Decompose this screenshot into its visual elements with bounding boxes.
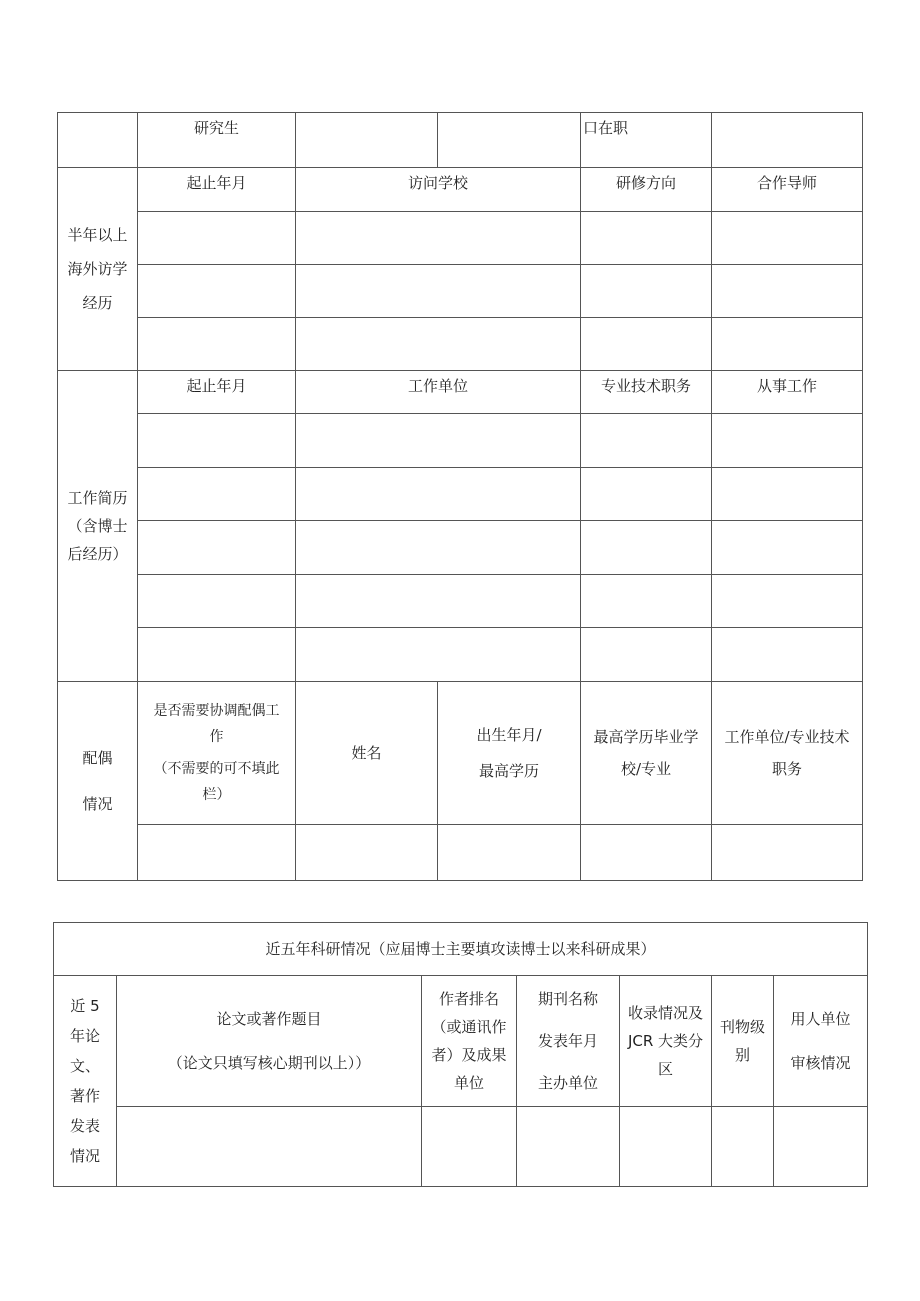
input-cell[interactable] <box>138 575 296 628</box>
blank-cell[interactable] <box>58 113 138 168</box>
header-journal-level: 刊物级 别 <box>712 976 774 1107</box>
input-cell[interactable] <box>712 521 863 575</box>
input-cell[interactable] <box>138 468 296 521</box>
input-cell[interactable] <box>296 628 581 682</box>
input-cell[interactable] <box>581 628 712 682</box>
spouse-label: 配偶 情况 <box>58 682 138 881</box>
input-cell[interactable] <box>138 628 296 682</box>
input-cell[interactable] <box>138 318 296 371</box>
research-title: 近五年科研情况（应届博士主要填攻读博士以来科研成果） <box>54 923 868 976</box>
employed-checkbox-label[interactable]: 口在职 <box>581 113 712 168</box>
header-employer-title: 工作单位/专业技术 职务 <box>712 682 863 825</box>
input-cell[interactable] <box>296 414 581 468</box>
input-cell[interactable] <box>712 575 863 628</box>
header-school-major: 最高学历毕业学 校/专业 <box>581 682 712 825</box>
input-cell[interactable] <box>296 212 581 265</box>
input-cell[interactable] <box>712 628 863 682</box>
blank-cell[interactable] <box>712 113 863 168</box>
header-employer-review: 用人单位 审核情况 <box>774 976 868 1107</box>
input-cell[interactable] <box>581 318 712 371</box>
input-cell[interactable] <box>517 1107 620 1187</box>
input-cell[interactable] <box>422 1107 517 1187</box>
input-cell[interactable] <box>138 414 296 468</box>
input-cell[interactable] <box>581 825 712 881</box>
header-visit-school: 访问学校 <box>296 168 581 212</box>
input-cell[interactable] <box>296 265 581 318</box>
input-cell[interactable] <box>296 575 581 628</box>
input-cell[interactable] <box>712 468 863 521</box>
input-cell[interactable] <box>581 521 712 575</box>
header-period: 起止年月 <box>138 371 296 414</box>
input-cell[interactable] <box>712 265 863 318</box>
header-period: 起止年月 <box>138 168 296 212</box>
blank-cell[interactable] <box>438 113 581 168</box>
input-cell[interactable] <box>581 414 712 468</box>
input-cell[interactable] <box>712 825 863 881</box>
input-cell[interactable] <box>296 318 581 371</box>
input-cell[interactable] <box>712 1107 774 1187</box>
input-cell[interactable] <box>296 825 438 881</box>
header-paper-title: 论文或著作题目 （论文只填写核心期刊以上）） <box>117 976 422 1107</box>
input-cell[interactable] <box>138 212 296 265</box>
header-title: 专业技术职务 <box>581 371 712 414</box>
input-cell[interactable] <box>581 212 712 265</box>
input-cell[interactable] <box>296 468 581 521</box>
header-name: 姓名 <box>296 682 438 825</box>
input-cell[interactable] <box>117 1107 422 1187</box>
header-research-direction: 研修方向 <box>581 168 712 212</box>
header-supervisor: 合作导师 <box>712 168 863 212</box>
input-cell[interactable] <box>138 825 296 881</box>
personal-info-table <box>57 112 863 881</box>
input-cell[interactable] <box>712 212 863 265</box>
input-cell[interactable] <box>581 468 712 521</box>
publications-label: 近 5 年论 文、 著作 发表 情况 <box>54 976 117 1187</box>
input-cell[interactable] <box>581 265 712 318</box>
header-indexing: 收录情况及 JCR 大类分 区 <box>620 976 712 1107</box>
header-author-rank: 作者排名 （或通讯作 者）及成果 单位 <box>422 976 517 1107</box>
header-birth-education: 出生年月/ 最高学历 <box>438 682 581 825</box>
blank-cell[interactable] <box>296 113 438 168</box>
header-journal: 期刊名称 发表年月 主办单位 <box>517 976 620 1107</box>
input-cell[interactable] <box>712 414 863 468</box>
header-employer: 工作单位 <box>296 371 581 414</box>
input-cell[interactable] <box>296 521 581 575</box>
input-cell[interactable] <box>438 825 581 881</box>
input-cell[interactable] <box>581 575 712 628</box>
input-cell[interactable] <box>712 318 863 371</box>
input-cell[interactable] <box>138 265 296 318</box>
input-cell[interactable] <box>138 521 296 575</box>
spouse-coordination-header: 是否需要协调配偶工 作 （不需要的可不填此 栏） <box>138 682 296 825</box>
input-cell[interactable] <box>774 1107 868 1187</box>
overseas-visit-label: 半年以上 海外访学 经历 <box>58 168 138 371</box>
input-cell[interactable] <box>620 1107 712 1187</box>
graduate-label: 研究生 <box>138 113 296 168</box>
research-table <box>53 922 868 1187</box>
work-history-label: 工作简历 （含博士 后经历） <box>58 371 138 682</box>
header-work-content: 从事工作 <box>712 371 863 414</box>
